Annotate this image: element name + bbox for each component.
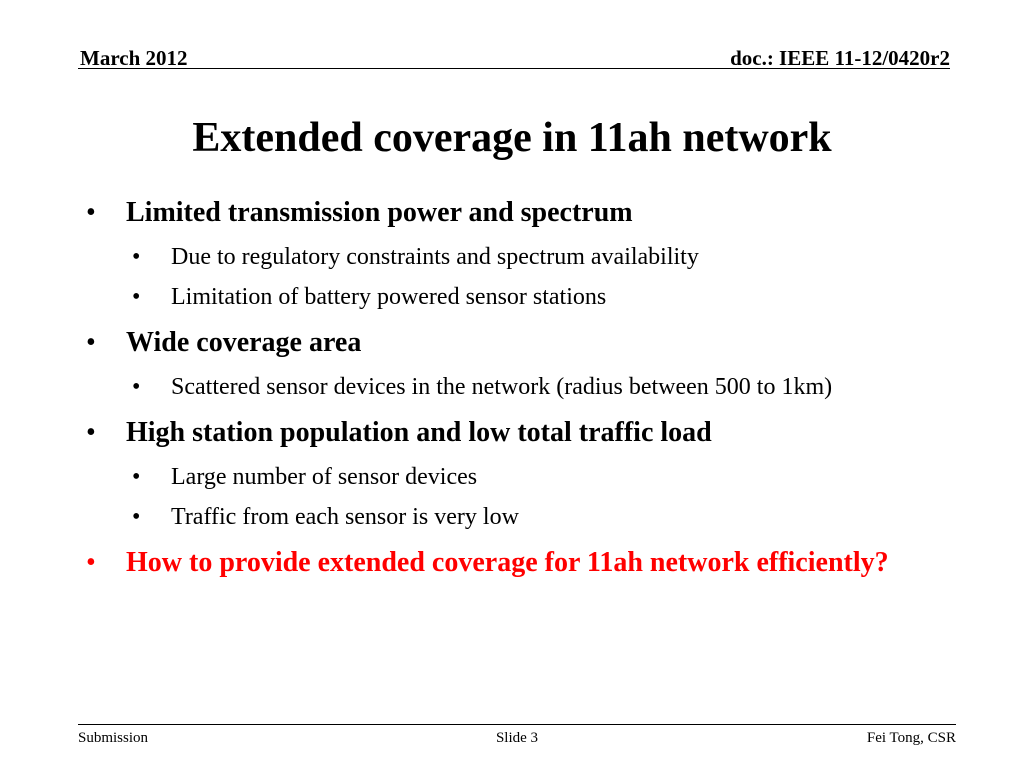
bullet-icon: •: [86, 327, 96, 358]
header-divider: [78, 68, 950, 69]
header-doc-id: doc.: IEEE 11-12/0420r2: [730, 46, 950, 70]
bullet-item: [86, 326, 906, 360]
sub-bullet-item: [86, 370, 906, 404]
sub-bullet-item: [86, 280, 906, 314]
bullet-text: Wide coverage area: [126, 327, 362, 358]
footer-slide-number: Slide 3: [495, 730, 539, 746]
sub-bullet-item: [86, 500, 906, 534]
bullet-text: How to provide extended coverage for 11ah network efficiently?: [126, 547, 889, 578]
sub-bullet-text: Due to regulatory constraints and spectrum availability: [171, 244, 699, 270]
sub-bullet-item: [86, 460, 906, 494]
bullet-item: [86, 196, 906, 230]
bullet-text: High station population and low total traffic load: [126, 417, 712, 448]
bullet-icon: •: [132, 284, 141, 310]
sub-bullet-item: [86, 240, 906, 274]
bullet-icon: •: [132, 374, 141, 400]
slide-title: Extended coverage in 11ah network: [192, 115, 832, 161]
bullet-icon: •: [132, 464, 141, 490]
bullet-icon: •: [86, 417, 96, 448]
sub-bullet-text: Scattered sensor devices in the network (radius between 500 to 1km): [171, 374, 833, 400]
bullet-item: [86, 416, 906, 450]
bullet-icon: •: [132, 504, 141, 530]
bullet-text: Limited transmission power and spectrum: [126, 197, 633, 228]
bullet-icon: •: [132, 244, 141, 270]
footer-divider: [78, 724, 956, 725]
bullet-icon: •: [86, 547, 96, 578]
sub-bullet-text: Traffic from each sensor is very low: [171, 504, 519, 530]
bullet-icon: •: [86, 197, 96, 228]
header-date: March 2012: [80, 46, 188, 70]
footer-author: Fei Tong, CSR: [866, 730, 956, 746]
bullet-item-highlight: [86, 546, 906, 580]
footer-submission: Submission: [78, 730, 149, 746]
sub-bullet-text: Large number of sensor devices: [171, 464, 478, 490]
sub-bullet-text: Limitation of battery powered sensor stations: [171, 284, 607, 310]
bullet-list: [86, 196, 906, 580]
